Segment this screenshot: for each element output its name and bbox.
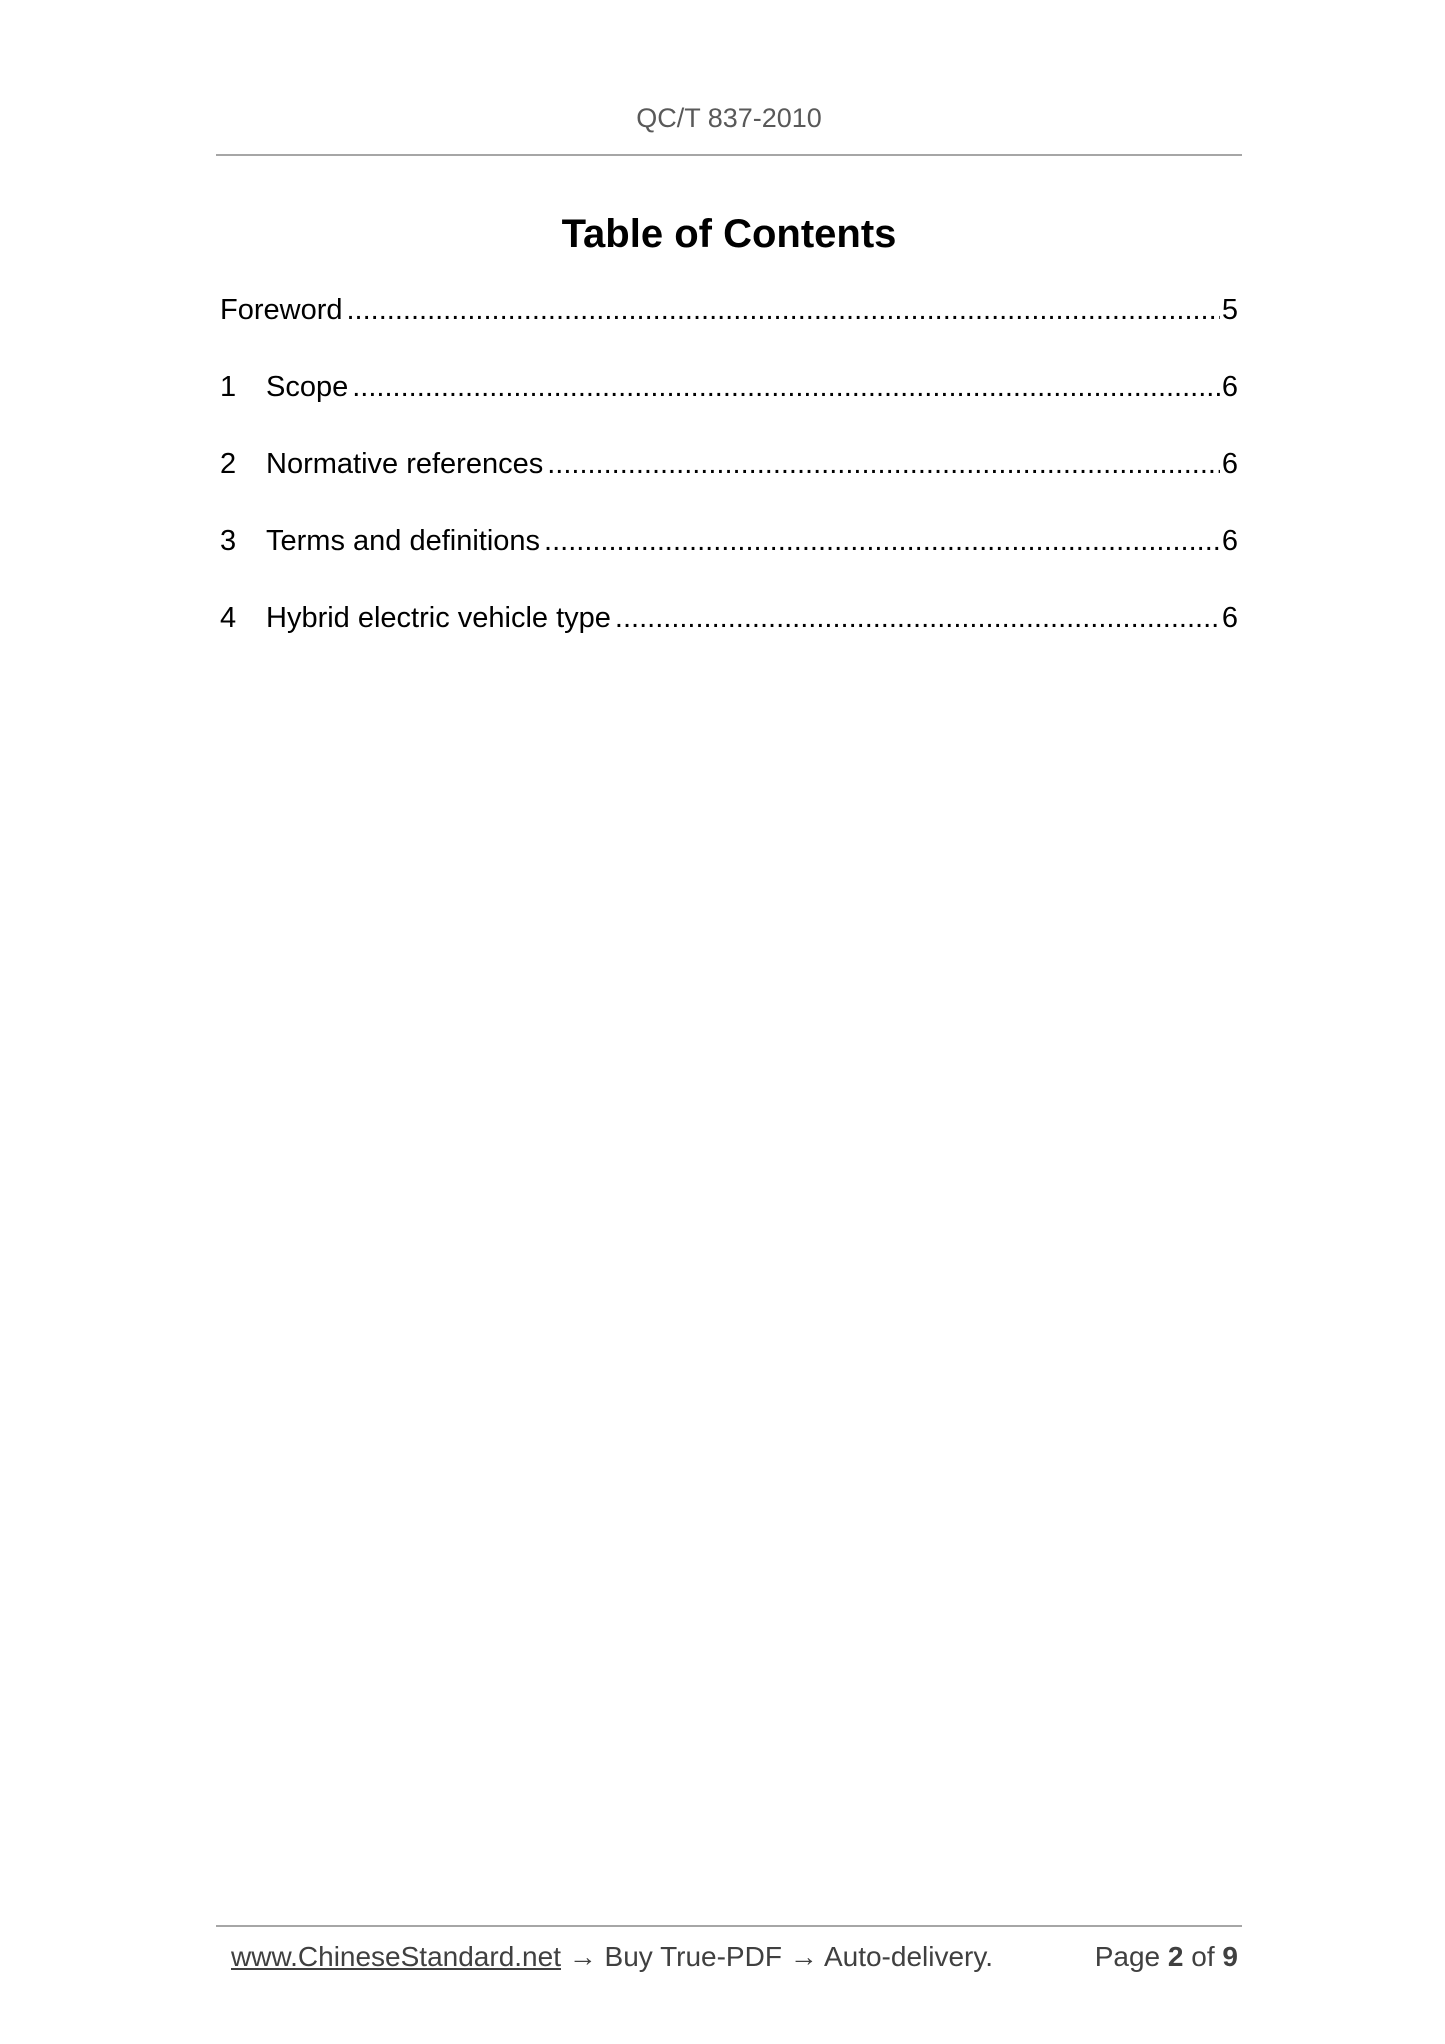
toc-entry-label: Scope [266, 371, 349, 403]
toc-entry-page: 5 [1221, 294, 1238, 326]
document-id-header: QC/T 837-2010 [636, 103, 822, 133]
toc-entry-label: Foreword [220, 294, 343, 326]
toc-entry-label: Hybrid electric vehicle type [266, 602, 611, 634]
website-link[interactable]: www.ChineseStandard.net [231, 1941, 561, 1972]
toc-entry-number: 1 [220, 371, 237, 403]
toc-dot-leader [352, 371, 1220, 404]
table-of-contents [220, 294, 1238, 679]
toc-dot-leader [547, 448, 1220, 481]
page-total: 9 [1222, 1941, 1238, 1972]
toc-entry-page: 6 [1221, 602, 1238, 634]
page-footer [231, 1941, 1238, 1973]
toc-entry-number: 2 [220, 448, 237, 480]
toc-entry-label: Normative references [266, 448, 544, 480]
toc-dot-leader [347, 294, 1220, 327]
arrow-right-icon: → [568, 1941, 597, 1972]
toc-dot-leader [615, 602, 1220, 635]
toc-entry-page: 6 [1221, 448, 1238, 480]
toc-entry-scope[interactable] [220, 371, 1238, 448]
toc-entry-number: 3 [220, 525, 237, 557]
toc-entry-label: Terms and definitions [266, 525, 541, 557]
page-number [1095, 1941, 1238, 1973]
page-current: 2 [1167, 1941, 1184, 1972]
page-of: of [1191, 1941, 1215, 1972]
footer-step-delivery: Auto-delivery. [823, 1941, 994, 1972]
toc-entry-page: 6 [1221, 525, 1238, 557]
toc-dot-leader [544, 525, 1220, 558]
toc-entry-hybrid-electric-vehicle-type[interactable] [220, 602, 1238, 679]
toc-entry-number: 4 [220, 602, 237, 634]
footer-promo [231, 1941, 993, 1973]
footer-divider [216, 1925, 1242, 1927]
footer-step-buy: Buy True-PDF [604, 1941, 782, 1972]
toc-entry-normative-references[interactable] [220, 448, 1238, 525]
page-prefix: Page [1094, 1941, 1161, 1972]
toc-title: Table of Contents [561, 212, 897, 256]
header-divider [216, 154, 1242, 156]
toc-entry-page: 6 [1221, 371, 1238, 403]
toc-entry-foreword[interactable] [220, 294, 1238, 371]
toc-entry-terms-and-definitions[interactable] [220, 525, 1238, 602]
arrow-right-icon: → [789, 1941, 818, 1972]
